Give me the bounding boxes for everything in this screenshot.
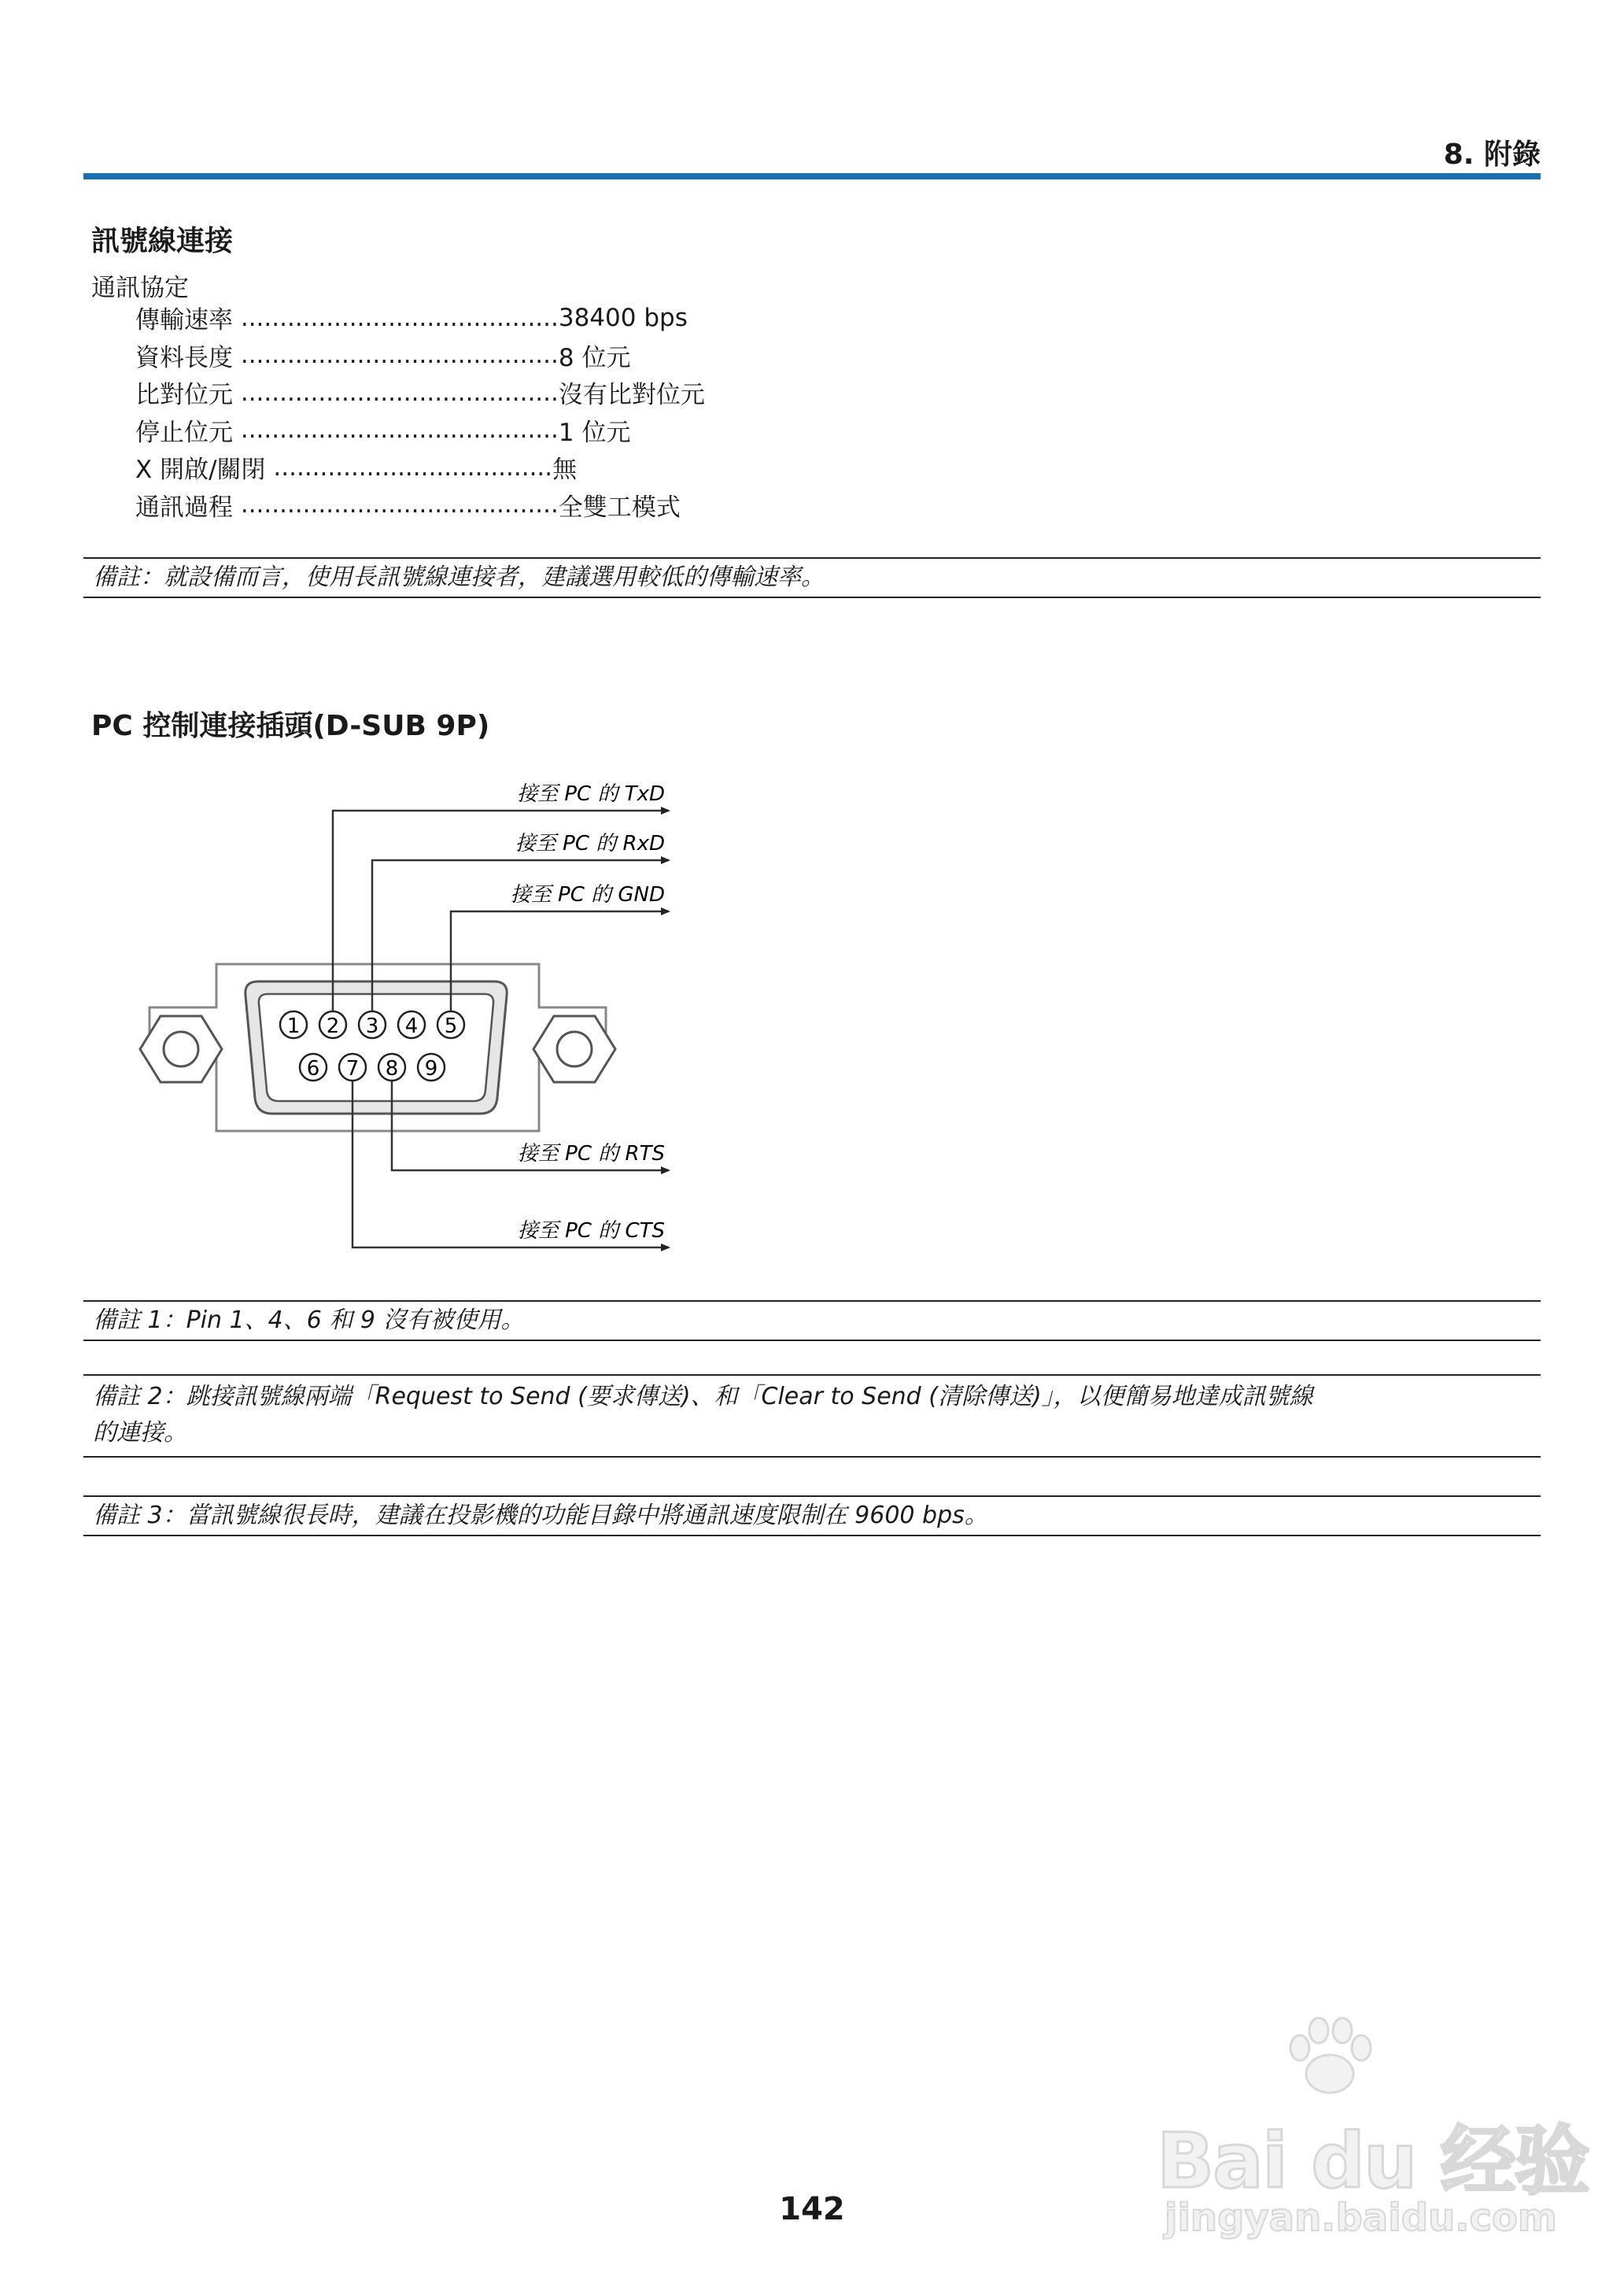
svg-text:3: 3: [365, 1014, 379, 1038]
dsub9-diagram: [118, 767, 740, 1271]
left-screw-hole: [164, 1032, 198, 1066]
leader-dots: .........................................: [233, 303, 559, 332]
pin-2: [319, 1011, 346, 1038]
label-rxd: 接至 PC 的 RxD: [515, 832, 665, 856]
watermark-brand: Bai du 经验: [1157, 2117, 1589, 2205]
note-2: [83, 1374, 1541, 1458]
setting-row: [135, 486, 705, 524]
leader-dots: .........................................: [233, 416, 559, 445]
pin-5: [437, 1011, 464, 1038]
protocol-settings-list: [135, 299, 705, 523]
label-txd: 接至 PC 的 TxD: [517, 782, 665, 806]
setting-row: [135, 374, 705, 412]
leader-dots: .........................................: [233, 378, 559, 407]
note-text-continued: 的連接。: [93, 1419, 187, 1447]
setting-value: 全雙工模式: [558, 493, 681, 522]
watermark-url: jingyan.baidu.com: [1164, 2196, 1557, 2240]
pin-8: [378, 1054, 405, 1081]
leader-dots: .........................................: [233, 490, 559, 519]
section-title-pc-control: PC 控制連接插頭(D-SUB 9P): [91, 710, 490, 742]
label-rts: 接至 PC 的 RTS: [517, 1142, 665, 1166]
note-text: 備註：就設備而言，使用長訊號線連接者，建議選用較低的傳輸速率。: [93, 564, 825, 591]
note-text: 備註 1：Pin 1、4、6 和 9 沒有被使用。: [93, 1306, 525, 1334]
section-title-signal-cable: 訊號線連接: [91, 225, 234, 257]
leader-dots: ....................................: [265, 453, 553, 482]
svg-text:6: 6: [306, 1057, 320, 1081]
pin-6: [300, 1054, 327, 1081]
setting-label: X 開啟/關閉: [135, 456, 266, 485]
baidu-watermark: [1149, 2015, 1589, 2251]
svg-text:9: 9: [424, 1057, 438, 1081]
pin-4: [398, 1011, 425, 1038]
pin-3: [359, 1011, 386, 1038]
note-transfer-rate: [83, 557, 1541, 598]
page-number: 142: [779, 2191, 845, 2227]
note-1: [83, 1300, 1541, 1341]
setting-row: [135, 449, 705, 486]
svg-text:8: 8: [385, 1057, 399, 1081]
svg-text:5: 5: [444, 1014, 458, 1038]
header-rule: [83, 173, 1541, 179]
pin-1: [280, 1011, 307, 1038]
svg-text:4: 4: [404, 1014, 419, 1038]
svg-text:7: 7: [345, 1057, 360, 1081]
setting-value: 沒有比對位元: [558, 381, 705, 410]
d-shell-inner: [259, 994, 493, 1101]
setting-value: 無: [552, 456, 578, 485]
label-gnd: 接至 PC 的 GND: [510, 883, 665, 907]
setting-row: [135, 337, 705, 375]
chapter-title: 8. 附錄: [1443, 139, 1541, 171]
setting-label: 通訊過程: [135, 493, 233, 522]
pin-7: [339, 1054, 366, 1081]
note-text: 備註 3：當訊號線很長時，建議在投影機的功能目錄中將通訊速度限制在 9600 bps。: [93, 1502, 988, 1529]
paw-icon: [1283, 2015, 1377, 2101]
leader-dots: .........................................: [233, 341, 559, 370]
svg-text:1: 1: [286, 1014, 301, 1038]
setting-row: [135, 299, 705, 337]
setting-value: 38400 bps: [558, 303, 688, 332]
pin-9: [418, 1054, 445, 1081]
svg-text:2: 2: [326, 1014, 340, 1038]
setting-label: 資料長度: [135, 343, 233, 372]
setting-row: [135, 412, 705, 449]
note-3: [83, 1495, 1541, 1536]
note-text: 備註 2：跳接訊號線兩端「Request to Send (要求傳送)、和「Clear to Send (清除傳送)」，以便簡易地達成訊號線: [93, 1383, 1313, 1410]
setting-value: 1 位元: [558, 418, 631, 447]
label-cts: 接至 PC 的 CTS: [517, 1219, 665, 1243]
setting-label: 比對位元: [135, 381, 233, 410]
setting-label: 停止位元: [135, 418, 233, 447]
setting-value: 8 位元: [558, 343, 631, 372]
right-screw-hole: [557, 1032, 592, 1066]
setting-label: 傳輸速率: [135, 306, 233, 335]
protocol-subtitle: 通訊協定: [91, 274, 189, 302]
